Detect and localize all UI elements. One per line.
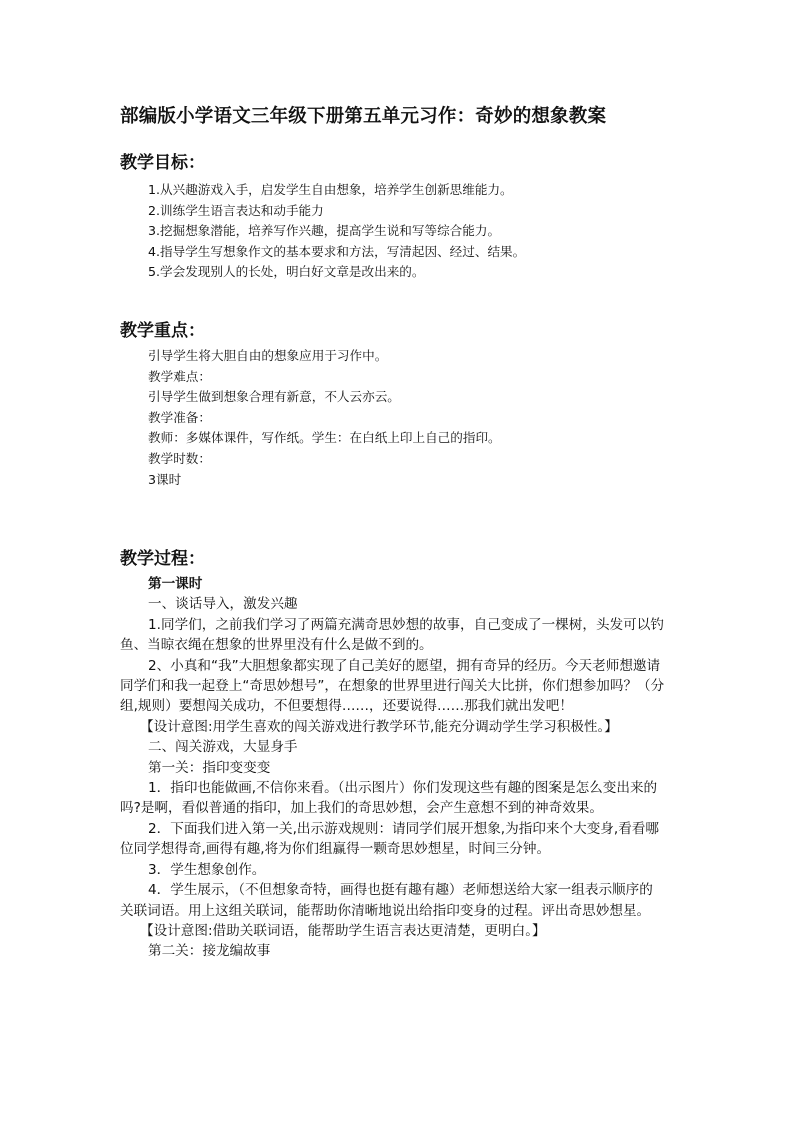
lesson-title: 第一课时 xyxy=(148,576,203,592)
difficulty-line: 引导学生做到想象合理有新意，不人云亦云。 xyxy=(148,389,400,405)
preparation-heading: 教学准备： xyxy=(148,409,211,425)
objective-item: 5.学会发现别人的长处，明白好文章是改出来的。 xyxy=(148,264,425,280)
document-title: 部编版小学语文三年级下册第五单元习作：奇妙的想象教案 xyxy=(120,106,607,127)
stage-heading: 第一关：指印变变变 xyxy=(148,759,271,776)
paragraph-line: 1．指印也能做画,不信你来看。（出示图片）你们发现这些有趣的图案是怎么变出来的 xyxy=(148,780,658,797)
objective-item: 4.指导学生写想象作文的基本要求和方法，写清起因、经过、结果。 xyxy=(148,243,526,259)
preparation-line: 教师：多媒体课件，写作纸。学生：在白纸上印上自己的指印。 xyxy=(148,430,501,446)
paragraph-line: 4．学生展示，（不但想象奇特，画得也挺有趣有趣）老师想送给大家一组表示顺序的 xyxy=(148,882,653,899)
objectives-heading: 教学目标： xyxy=(120,153,205,173)
hours-value: 3课时 xyxy=(148,471,182,487)
section-heading: 二、闯关游戏，大显身手 xyxy=(148,739,298,756)
difficulty-heading: 教学难点： xyxy=(148,368,211,384)
design-intent-note: 【设计意图:用学生喜欢的闯关游戏进行教学环节,能充分调动学生学习积极性。】 xyxy=(140,718,618,735)
objective-item: 2.训练学生语言表达和动手能力 xyxy=(148,202,324,218)
paragraph-line: 鱼、当晾衣绳在想象的世界里没有什么是做不到的。 xyxy=(120,637,433,654)
section-heading: 一、谈话导入，激发兴趣 xyxy=(148,596,298,613)
objective-item: 3.挖掘想象潜能，培养写作兴趣，提高学生说和写等综合能力。 xyxy=(148,223,501,239)
objective-item: 1.从兴趣游戏入手，启发学生自由想象，培养学生创新思维能力。 xyxy=(148,182,513,197)
paragraph-line: 组,规则）要想闯关成功，不但要想得……，还要说得……那我们就出发吧！ xyxy=(120,698,573,715)
paragraph-line: 3．学生想象创作。 xyxy=(148,861,266,878)
paragraph-line: 吗?是啊，看似普通的指印，加上我们的奇思妙想，会产生意想不到的神奇效果。 xyxy=(120,800,603,817)
key-points-block xyxy=(148,346,501,490)
key-point-line: 引导学生将大胆自由的想象应用于习作中。 xyxy=(148,348,388,363)
objectives-list xyxy=(148,180,525,283)
hours-heading: 教学时数： xyxy=(148,450,211,466)
paragraph-line: 关联词语。用上这组关联词，能帮助你清晰地说出给指印变身的过程。评出奇思妙想星。 xyxy=(120,902,651,919)
paragraph-line: 2、小真和“我”大胆想象都实现了自己美好的愿望，拥有奇异的经历。今天老师想邀请 xyxy=(148,657,661,674)
paragraph-line: 1.同学们，之前我们学习了两篇充满奇思妙想的故事，自己变成了一棵树，头发可以钓 xyxy=(148,616,664,633)
stage-heading: 第二关：接龙编故事 xyxy=(148,943,271,960)
key-points-heading: 教学重点： xyxy=(120,321,205,341)
design-intent-note: 【设计意图:借助关联词语，能帮助学生语言表达更清楚，更明白。】 xyxy=(140,922,546,939)
process-heading: 教学过程： xyxy=(120,549,205,569)
paragraph-line: 同学们和我一起登上“奇思妙想号”，在想象的世界里进行闯关大比拼，你们想参加吗？（分 xyxy=(120,678,665,695)
paragraph-line: 2．下面我们进入第一关,出示游戏规则：请同学们展开想象,为指印来个大变身,看看哪 xyxy=(148,820,659,837)
process-body xyxy=(120,574,676,962)
paragraph-line: 位同学想得奇,画得有趣,将为你们组赢得一颗奇思妙想星，时间三分钟。 xyxy=(120,841,551,858)
